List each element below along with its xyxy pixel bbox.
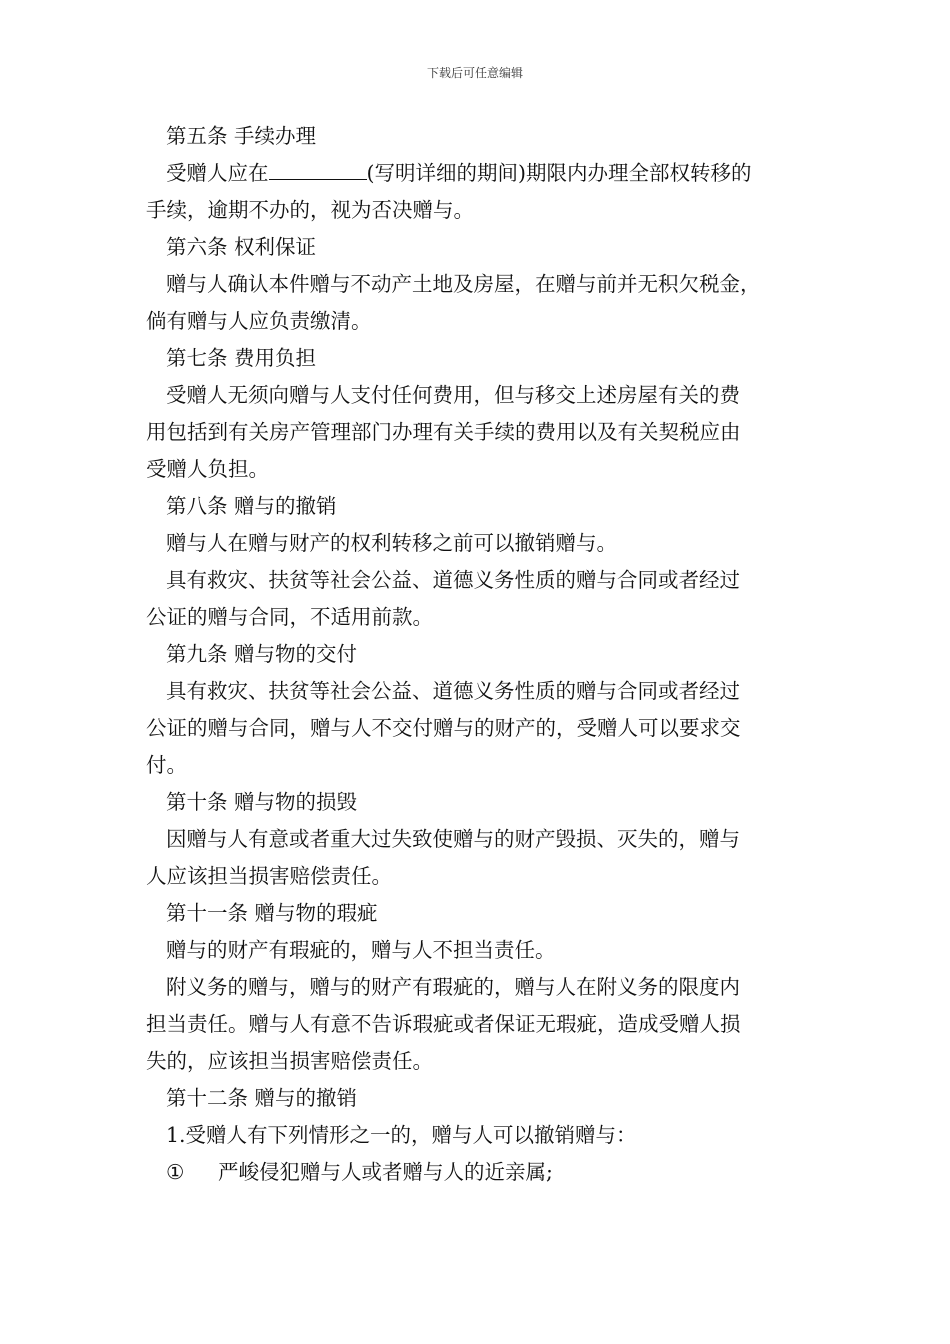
article-8-paragraph-2-line-1: 具有救灾、扶贫等社会公益、道德义务性质的赠与合同或者经过 xyxy=(166,568,740,592)
article-5-title: 第五条 手续办理 xyxy=(166,124,317,148)
article-12-list-item-1 xyxy=(146,1154,812,1191)
article-6-title: 第六条 权利保证 xyxy=(166,235,317,259)
circled-number-marker: ① xyxy=(166,1160,185,1184)
article-10-paragraph-line-2: 人应该担当损害赔偿责任。 xyxy=(146,864,392,888)
article-11-paragraph-2-line-1: 附义务的赠与，赠与的财产有瑕疵的，赠与人在附义务的限度内 xyxy=(166,975,740,999)
article-5-paragraph xyxy=(146,155,812,192)
article-6-paragraph-line-2: 倘有赠与人应负责缴清。 xyxy=(146,309,372,333)
article-7-paragraph-line-2: 用包括到有关房产管理部门办理有关手续的费用以及有关契税应由 xyxy=(146,420,741,444)
article-8-paragraph-1: 赠与人在赠与财产的权利转移之前可以撤销赠与。 xyxy=(166,531,617,555)
article-6-paragraph-line-1: 赠与人确认本件赠与不动产土地及房屋，在赠与前并无积欠税金， xyxy=(166,272,761,296)
article-11-paragraph-2-line-3: 失的，应该担当损害赔偿责任。 xyxy=(146,1049,433,1073)
article-9-paragraph-line-3: 付。 xyxy=(146,753,187,777)
fill-in-blank xyxy=(269,157,367,180)
list-item-text: 严峻侵犯赠与人或者赠与人的近亲属; xyxy=(218,1160,553,1184)
document-body xyxy=(146,118,812,1191)
article-9-paragraph-line-2: 公证的赠与合同，赠与人不交付赠与的财产的，受赠人可以要求交 xyxy=(146,716,741,740)
article-7-paragraph-line-1: 受赠人无须向赠与人支付任何费用，但与移交上述房屋有关的费 xyxy=(166,383,740,407)
article-11-paragraph-2-line-2: 担当责任。赠与人有意不告诉瑕疵或者保证无瑕疵，造成受赠人损 xyxy=(146,1012,741,1036)
article-9-title: 第九条 赠与物的交付 xyxy=(166,642,358,666)
article-5-text-before-blank: 受赠人应在 xyxy=(166,161,269,185)
page-header: 下载后可任意编辑 xyxy=(426,66,523,80)
article-10-title: 第十条 赠与物的损毁 xyxy=(166,790,358,814)
article-12-paragraph-1: 1.受赠人有下列情形之一的，赠与人可以撤销赠与： xyxy=(166,1123,637,1147)
article-11-paragraph-1: 赠与的财产有瑕疵的，赠与人不担当责任。 xyxy=(166,938,556,962)
article-7-paragraph-line-3: 受赠人负担。 xyxy=(146,457,269,481)
article-11-title: 第十一条 赠与物的瑕疵 xyxy=(166,901,378,925)
article-5-paragraph-line-2: 手续，逾期不办的，视为否决赠与。 xyxy=(146,198,474,222)
article-8-paragraph-2-line-2: 公证的赠与合同，不适用前款。 xyxy=(146,605,433,629)
article-7-title: 第七条 费用负担 xyxy=(166,346,317,370)
article-10-paragraph-line-1: 因赠与人有意或者重大过失致使赠与的财产毁损、灭失的，赠与 xyxy=(166,827,740,851)
article-5-text-after-blank: (写明详细的期间)期限内办理全部权转移的 xyxy=(366,161,752,185)
article-9-paragraph-line-1: 具有救灾、扶贫等社会公益、道德义务性质的赠与合同或者经过 xyxy=(166,679,740,703)
article-8-title: 第八条 赠与的撤销 xyxy=(166,494,337,518)
article-12-title: 第十二条 赠与的撤销 xyxy=(166,1086,358,1110)
